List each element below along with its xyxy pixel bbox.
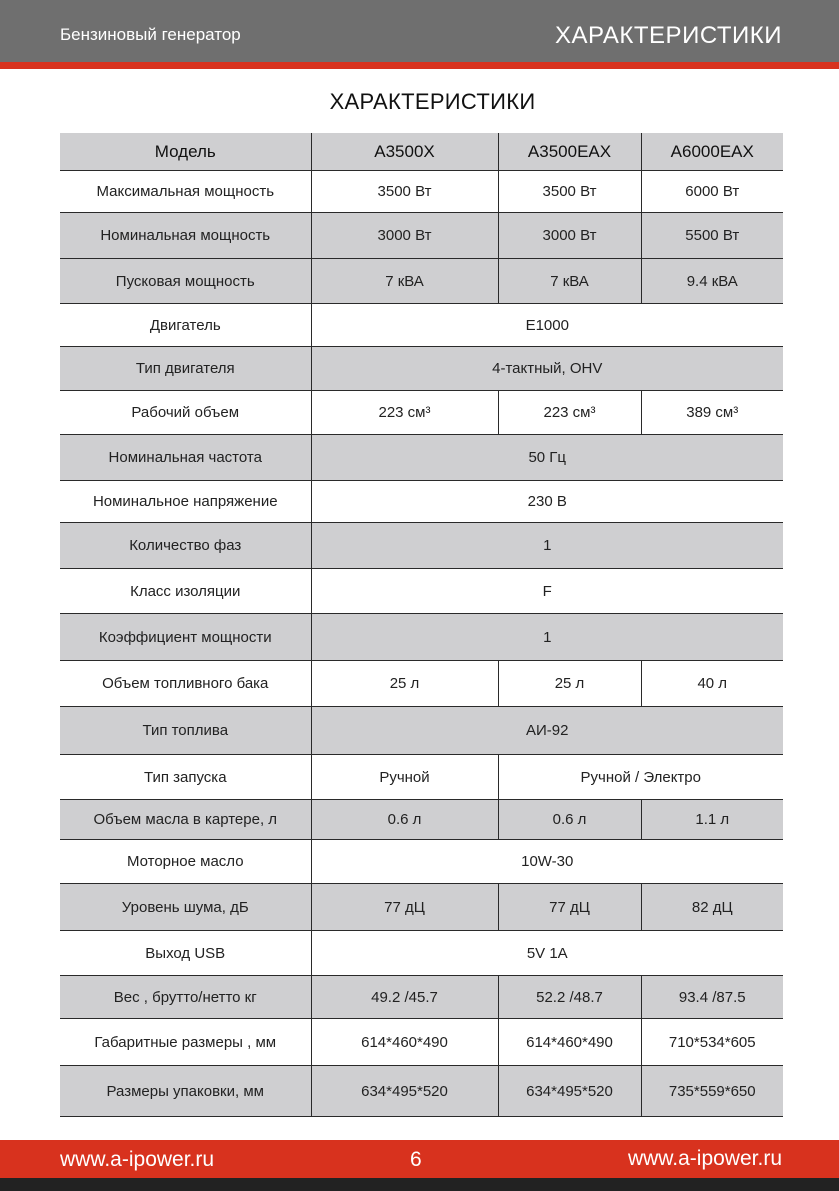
table-row — [60, 523, 783, 569]
table-row — [60, 569, 783, 614]
row-label: Объем топливного бака — [60, 661, 311, 707]
header-product-name: Бензиновый генератор — [60, 25, 241, 44]
cell-value: 77 дЦ — [311, 884, 498, 931]
cell-value: 25 л — [498, 661, 641, 707]
cell-value: E1000 — [311, 304, 783, 347]
page-number: 6 — [410, 1148, 422, 1171]
cell-value: 93.4 /87.5 — [641, 976, 783, 1019]
table-row — [60, 1019, 783, 1066]
cell-value: 389 см³ — [641, 391, 783, 435]
header-section-title: ХАРАКТЕРИСТИКИ — [554, 22, 782, 49]
table-row — [60, 171, 783, 213]
cell-value: 1.1 л — [641, 800, 783, 840]
table-row — [60, 755, 783, 800]
cell-value: 5500 Вт — [641, 213, 783, 259]
table-row — [60, 707, 783, 755]
cell-value: 52.2 /48.7 — [498, 976, 641, 1019]
table-row — [60, 976, 783, 1019]
row-label: Максимальная мощность — [60, 171, 311, 213]
table-row — [60, 213, 783, 259]
cell-value: 9.4 кВА — [641, 259, 783, 304]
footer-bottom-bar — [0, 1178, 839, 1191]
table-row — [60, 800, 783, 840]
row-label: Количество фаз — [60, 523, 311, 569]
table-row — [60, 931, 783, 976]
cell-value: 223 см³ — [311, 391, 498, 435]
cell-value: 710*534*605 — [641, 1019, 783, 1066]
cell-value: 7 кВА — [311, 259, 498, 304]
table-row — [60, 347, 783, 391]
row-label: Габаритные размеры , мм — [60, 1019, 311, 1066]
cell-value: 25 л — [311, 661, 498, 707]
column-header-model: Модель — [60, 133, 311, 171]
cell-value: 6000 Вт — [641, 171, 783, 213]
row-label: Тип двигателя — [60, 347, 311, 391]
footer-website-right: www.a-ipower.ru — [627, 1147, 782, 1170]
table-row — [60, 391, 783, 435]
table-row — [60, 435, 783, 481]
cell-value: 634*495*520 — [311, 1066, 498, 1117]
cell-value: 735*559*650 — [641, 1066, 783, 1117]
table-row — [60, 304, 783, 347]
row-label: Пусковая мощность — [60, 259, 311, 304]
row-label: Объем масла в картере, л — [60, 800, 311, 840]
table-row — [60, 661, 783, 707]
header-stripe — [0, 62, 839, 69]
cell-value: F — [311, 569, 783, 614]
cell-value: 1 — [311, 614, 783, 661]
row-label: Тип запуска — [60, 755, 311, 800]
row-label: Коэффициент мощности — [60, 614, 311, 661]
cell-value: 50 Гц — [311, 435, 783, 481]
column-header-a3500x: A3500X — [311, 133, 498, 171]
cell-value: 0.6 л — [311, 800, 498, 840]
table-row — [60, 884, 783, 931]
cell-value: 82 дЦ — [641, 884, 783, 931]
table-header-row — [60, 133, 783, 171]
cell-value: 1 — [311, 523, 783, 569]
cell-value: 634*495*520 — [498, 1066, 641, 1117]
cell-value: 230 В — [311, 481, 783, 523]
page-title: ХАРАКТЕРИСТИКИ — [329, 89, 536, 114]
cell-value: Ручной — [311, 755, 498, 800]
row-label: Тип топлива — [60, 707, 311, 755]
table-row — [60, 1066, 783, 1117]
cell-value: 3000 Вт — [311, 213, 498, 259]
cell-value: 7 кВА — [498, 259, 641, 304]
cell-value: 614*460*490 — [498, 1019, 641, 1066]
row-label: Номинальная мощность — [60, 213, 311, 259]
column-header-a3500eax: A3500EAX — [498, 133, 641, 171]
row-label: Размеры упаковки, мм — [60, 1066, 311, 1117]
row-label: Класс изоляции — [60, 569, 311, 614]
row-label: Номинальное напряжение — [60, 481, 311, 523]
cell-value: 10W-30 — [311, 840, 783, 884]
cell-value: 614*460*490 — [311, 1019, 498, 1066]
table-row — [60, 614, 783, 661]
table-row — [60, 840, 783, 884]
row-label: Выход USB — [60, 931, 311, 976]
footer-website-left: www.a-ipower.ru — [60, 1148, 215, 1171]
cell-value: 3500 Вт — [311, 171, 498, 213]
cell-value: Ручной / Электро — [498, 755, 783, 800]
row-label: Номинальная частота — [60, 435, 311, 481]
cell-value: 3500 Вт — [498, 171, 641, 213]
cell-value: 77 дЦ — [498, 884, 641, 931]
row-label: Уровень шума, дБ — [60, 884, 311, 931]
cell-value: 49.2 /45.7 — [311, 976, 498, 1019]
row-label: Вес , брутто/нетто кг — [60, 976, 311, 1019]
cell-value: 223 см³ — [498, 391, 641, 435]
cell-value: АИ-92 — [311, 707, 783, 755]
row-label: Моторное масло — [60, 840, 311, 884]
table-row — [60, 481, 783, 523]
cell-value: 5V 1A — [311, 931, 783, 976]
cell-value: 3000 Вт — [498, 213, 641, 259]
row-label: Рабочий объем — [60, 391, 311, 435]
spec-table — [60, 133, 783, 1117]
cell-value: 40 л — [641, 661, 783, 707]
table-row — [60, 259, 783, 304]
cell-value: 4-тактный, OHV — [311, 347, 783, 391]
column-header-a6000eax: A6000EAX — [641, 133, 783, 171]
cell-value: 0.6 л — [498, 800, 641, 840]
row-label: Двигатель — [60, 304, 311, 347]
